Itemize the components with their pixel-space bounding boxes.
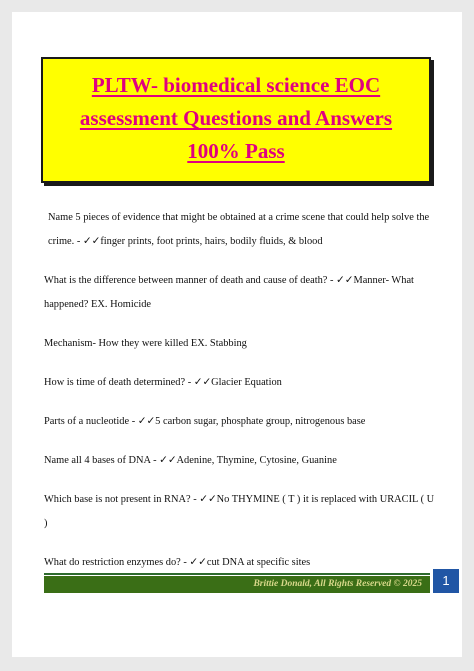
qa-item: Which base is not present in RNA? - ✓✓No THYMINE ( T ) it is replaced with URACIL ( U ) bbox=[44, 494, 435, 529]
qa-list bbox=[44, 206, 436, 590]
title-line-1: PLTW- biomedical science EOC bbox=[91, 73, 381, 97]
qa-item: What is the difference between manner of death and cause of death? - ✓✓Manner- What happened? EX. Homicide bbox=[44, 275, 414, 310]
footer-copyright: Brittie Donald, All Rights Reserved © 2025 bbox=[253, 579, 422, 589]
qa-item: Name all 4 bases of DNA - ✓✓Adenine, Thymine, Cytosine, Guanine bbox=[44, 455, 337, 466]
qa-item: How is time of death determined? - ✓✓Glacier Equation bbox=[44, 377, 282, 388]
page-number-badge: 1 bbox=[433, 569, 459, 593]
qa-item: Parts of a nucleotide - ✓✓5 carbon sugar, phosphate group, nitrogenous base bbox=[44, 416, 366, 427]
qa-item: Mechanism- How they were killed EX. Stabbing bbox=[44, 338, 247, 349]
title-box bbox=[41, 57, 431, 183]
footer-bar bbox=[44, 576, 430, 593]
qa-item: Name 5 pieces of evidence that might be obtained at a crime scene that could help solve the crime. - ✓✓finger prints, foot prints, hairs, bodily fluids, & blood bbox=[48, 212, 430, 247]
title-line-3: 100% Pass bbox=[187, 139, 285, 163]
footer-rule bbox=[44, 573, 430, 575]
title-line-2: assessment Questions and Answers bbox=[79, 106, 393, 130]
qa-item: What do restriction enzymes do? - ✓✓cut DNA at specific sites bbox=[44, 557, 311, 568]
